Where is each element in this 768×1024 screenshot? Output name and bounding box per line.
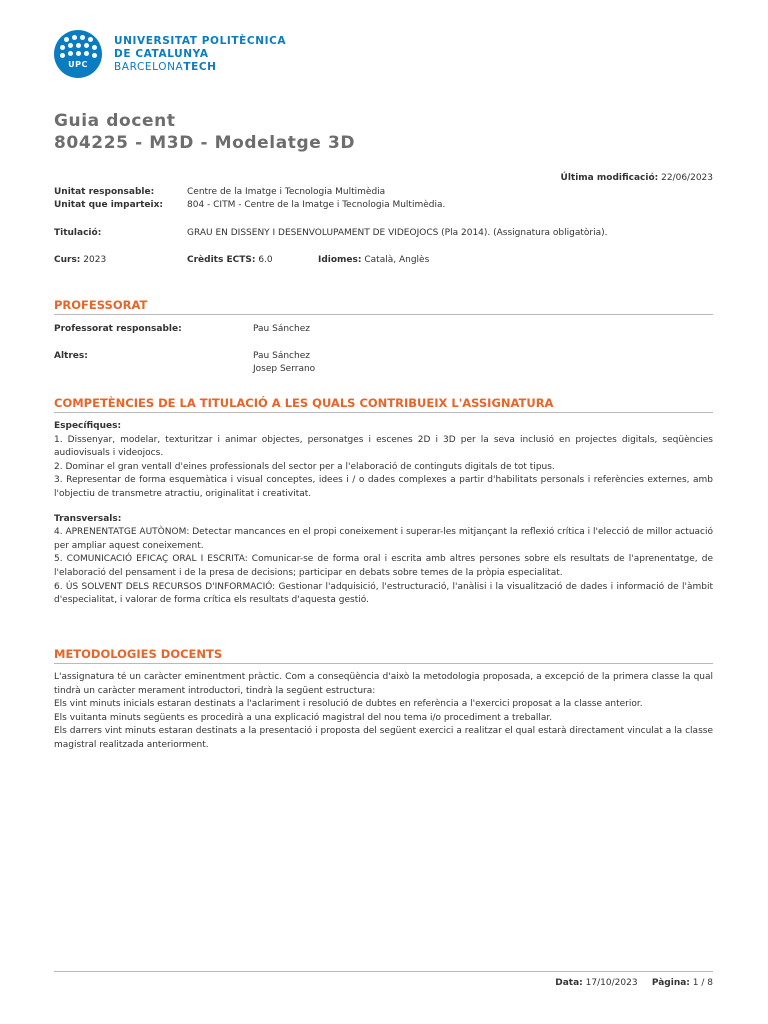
competency-item: 2. Dominar el gran ventall d'eines professionals del sector per a l'elaboració de continguts digitals de tot tipus. (54, 461, 555, 472)
unit-teach-label: Unitat que imparteix: (54, 200, 164, 210)
unit-resp-label: Unitat responsable: (54, 187, 155, 197)
specific-label: Específiques: (54, 421, 122, 431)
methodology-body (54, 671, 713, 753)
responsible-label: Professorat responsable: (54, 324, 182, 334)
footer-date-label: Data: (555, 978, 583, 988)
others-list (253, 350, 315, 376)
section-heading-methodology: METODOLOGIES DOCENTS (54, 647, 713, 664)
footer-divider (54, 971, 713, 972)
university-line3: BARCELONATECH (114, 61, 217, 73)
university-name (114, 35, 286, 74)
responsible-value: Pau Sánchez (253, 324, 310, 334)
university-line1: UNIVERSITAT POLITÈCNICA (114, 35, 287, 47)
methodology-paragraph: Els vuitanta minuts següents es procedirà a una explicació magistral del nou tema i/o procediment a treballar. (54, 712, 553, 723)
last-modified: Última modificació: 22/06/2023 (560, 173, 713, 183)
page-number: 1 / 8 (692, 978, 713, 988)
footer-date: 17/10/2023 (585, 978, 638, 988)
teacher-name: Pau Sánchez (253, 351, 310, 361)
footer-page-label: Pàgina: (651, 978, 690, 988)
competency-item: 3. Representar de forma esquemàtica i visual conceptes, idees i / o dades complexes a partir d'habilitats personals i referències externes, amb l'objectiu de transmetre atractiu, originalitat i creativitat. (54, 475, 713, 499)
year: Curs: 2023 (54, 255, 107, 265)
methodology-paragraph: L'assignatura té un caràcter eminentment pràctic. Com a conseqüència d'això la metodologia proposada, a excepció de la primera classe la qual tindrà un caràcter merament introductori, tindrà la següent estructura: (54, 672, 713, 696)
competency-item: 6. ÚS SOLVENT DELS RECURSOS D'INFORMACIÓ: Gestionar l'adquisició, l'estructuració, l'anàlisi i la visualització de dades i informació de l'àmbit d'especialitat, i valorar de forma crítica els resultats d'aquesta gestió. (54, 581, 713, 606)
competency-item: 4. APRENENTATGE AUTÒNOM: Detectar mancances en el propi coneixement i superar-les mitjançant la reflexió crítica i l'elecció de millor actuació per ampliar aquest coneixement. (54, 527, 713, 551)
logo-upc-text: UPC (68, 60, 88, 69)
upc-logo (54, 30, 102, 78)
footer-info (555, 977, 713, 990)
transversal-label: Transversals: (54, 513, 122, 524)
methodology-paragraph: Els vint minuts inicials estaran destinats a l'aclariment i resolució de dubtes en referència a l'exercici proposat a la classe anterior. (54, 699, 643, 710)
competency-item: 1. Dissenyar, modelar, texturitzar i animar objectes, personatges i escenes 2D i 3D per la seva inclusió en projectes digitals, seqüències audiovisuals i videojocs. (54, 434, 713, 459)
credits: Crèdits ECTS: 6.0 (187, 255, 273, 265)
section-heading-competencies: COMPETÈNCIES DE LA TITULACIÓ A LES QUALS CONTRIBUEIX L'ASSIGNATURA (54, 396, 713, 413)
competencies-body (54, 420, 713, 608)
degree-label: Titulació: (54, 228, 102, 238)
course-title: 804225 - M3D - Modelatge 3D (54, 133, 356, 153)
methodology-paragraph: Els darrers vint minuts estaran destinats a la presentació i proposta del següent exercici a realitzar el qual estarà directament vinculat a la classe magistral realitzada anteriorment. (54, 726, 713, 750)
page-title: Guia docent (54, 111, 176, 131)
unit-resp-value: Centre de la Imatge i Tecnologia Multimèdia (187, 187, 386, 197)
university-line2: DE CATALUNYA (114, 48, 209, 60)
unit-teach-value: 804 - CITM - Centre de la Imatge i Tecnologia Multimèdia. (187, 200, 446, 210)
others-label: Altres: (54, 351, 88, 361)
section-heading-professorat: PROFESSORAT (54, 298, 713, 315)
degree-value: GRAU EN DISSENY I DESENVOLUPAMENT DE VIDEOJOCS (Pla 2014). (Assignatura obligatòria). (187, 228, 608, 238)
languages: Idiomes: Català, Anglès (318, 255, 430, 265)
teacher-name: Josep Serrano (253, 364, 316, 374)
competency-item: 5. COMUNICACIÓ EFICAÇ ORAL I ESCRITA: Comunicar-se de forma oral i escrita amb altres persones sobre els resultats de l'aprenentatge, de l'elaboració del pensament i de la presa de decisions; participar en debats sobre temes de la pròpia especialitat. (54, 554, 713, 578)
